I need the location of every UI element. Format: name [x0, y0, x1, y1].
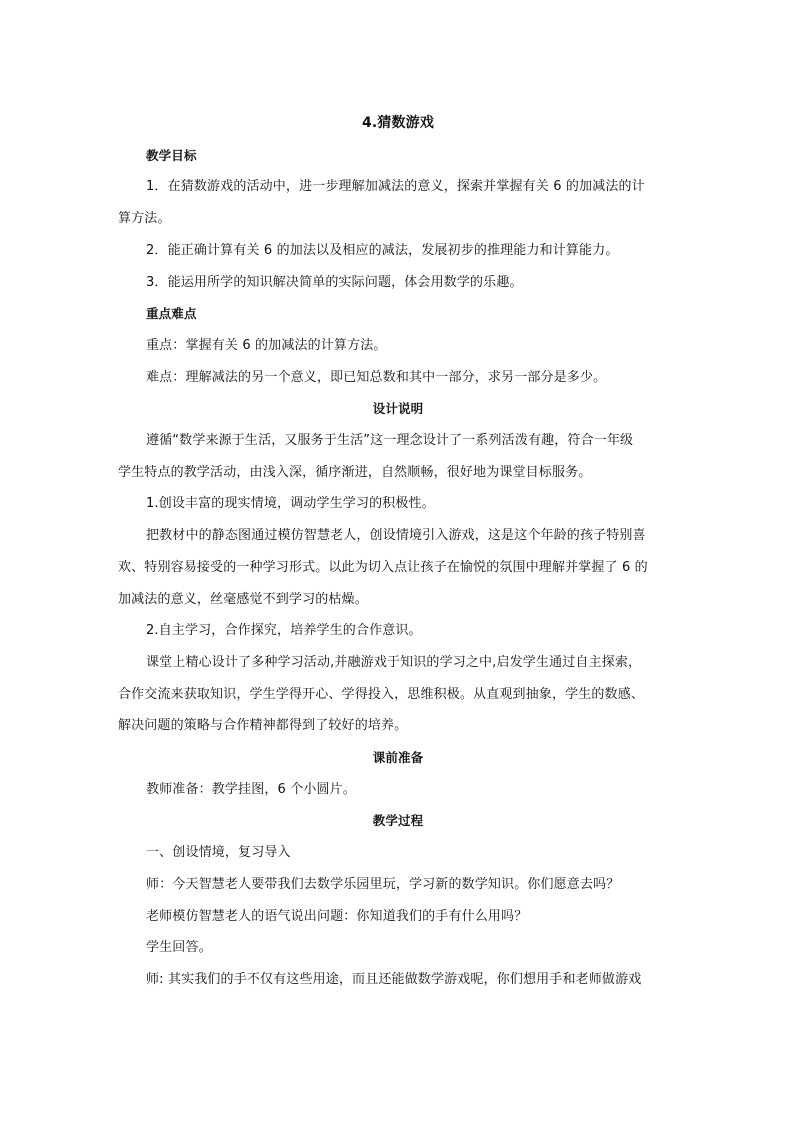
heading-key-points: 重点难点 [146, 306, 197, 322]
goal-2: 2．能正确计算有关 6 的加法以及相应的减法，发展初步的推理能力和计算能力。 [146, 242, 619, 258]
design-paragraph-1-line-1: 遵循“数学来源于生活，又服务于生活”这一理念设计了一系列活泼有趣，符合一年级 [146, 433, 634, 449]
goal-1-line-1: 1．在猜数游戏的活动中，进一步理解加减法的意义，探索并掌握有关 6 的加减法的计 [146, 179, 645, 195]
preparation-text: 教师准备：教学挂图，6 个小圆片。 [146, 781, 356, 797]
difficulty-point: 难点：理解减法的另一个意义，即已知总数和其中一部分，求另一部分是多少。 [146, 369, 607, 385]
heading-teaching-process: 教学过程 [372, 813, 424, 829]
process-line-4: 师: 其实我们的手不仅有这些用途，而且还能做数学游戏呢，你们想用手和老师做游戏 [146, 971, 642, 987]
goal-1-line-2: 算方法。 [118, 211, 171, 227]
key-point: 重点：掌握有关 6 的加减法的计算方法。 [146, 337, 387, 353]
design-paragraph-3-line-3: 解决问题的策略与合作精神都得到了较好的培养。 [118, 718, 408, 734]
heading-teaching-goals: 教学目标 [146, 147, 197, 163]
design-paragraph-2-line-3: 加减法的意义，丝毫感觉不到学习的枯燥。 [118, 591, 368, 607]
design-paragraph-3-line-1: 课堂上精心设计了多种学习活动,并融游戏于知识的学习之中,启发学生通过自主探索， [146, 654, 642, 670]
design-paragraph-2-line-1: 把教材中的静态图通过模仿智慧老人，创设情境引入游戏，这是这个年龄的孩子特别喜 [146, 528, 646, 544]
heading-preparation: 课前准备 [372, 750, 424, 766]
process-line-3: 学生回答。 [146, 940, 212, 956]
design-paragraph-3-line-2: 合作交流来获取知识，学生学得开心、学得投入，思维积极。从直观到抽象，学生的数感、 [118, 686, 645, 702]
process-line-1: 师：今天智慧老人要带我们去数学乐园里玩，学习新的数学知识。你们愿意去吗？ [146, 876, 620, 892]
document-title: 4.猜数游戏 [362, 115, 434, 131]
goal-3: 3．能运用所学的知识解决简单的实际问题，体会用数学的乐趣。 [146, 274, 523, 290]
process-line-2: 老师模仿智慧老人的语气说出问题：你知道我们的手有什么用吗？ [146, 908, 528, 924]
process-step-1: 一、创设情境，复习导入 [146, 845, 291, 861]
heading-design-notes: 设计说明 [372, 401, 424, 417]
design-paragraph-1-line-2: 学生特点的教学活动，由浅入深，循序渐进，自然顺畅，很好地为课堂目标服务。 [118, 464, 592, 480]
design-point-2: 2.自主学习，合作探究，培养学生的合作意识。 [146, 623, 422, 639]
design-paragraph-2-line-2: 欢、特别容易接受的一种学习形式。以此为切入点让孩子在愉悦的氛围中理解并掌握了 6 的 [118, 559, 648, 575]
design-point-1: 1.创设丰富的现实情境，调动学生学习的积极性。 [146, 496, 435, 512]
document-content [118, 108, 678, 996]
